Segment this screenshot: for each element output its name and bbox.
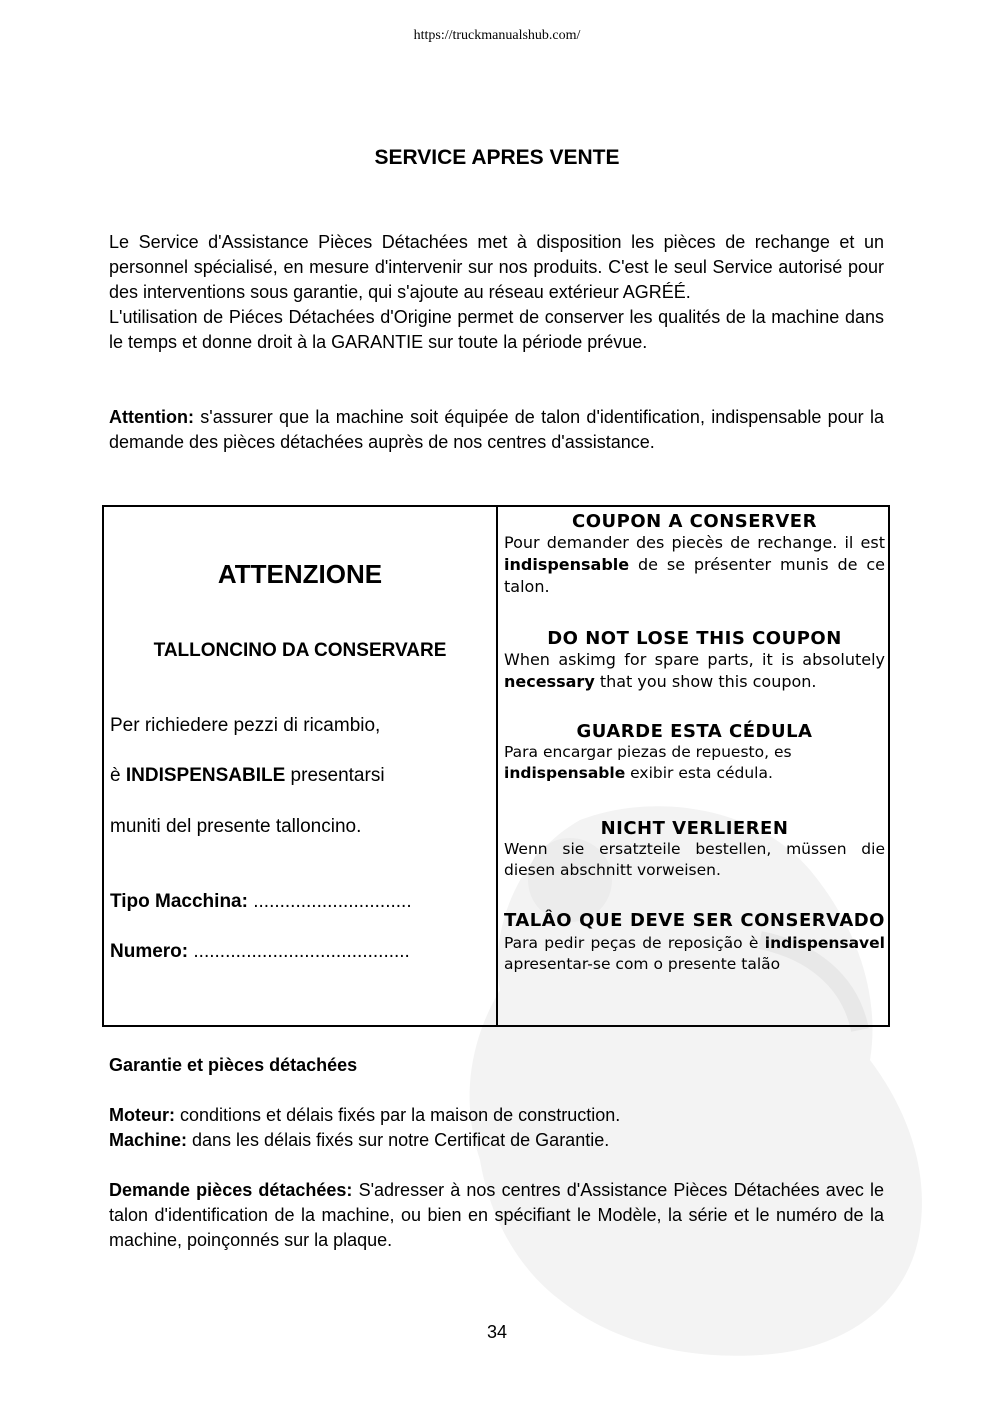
coupon-fr-text [504, 532, 885, 598]
left-line-2-post: presentarsi [285, 765, 385, 786]
coupon-pt-pre: Para pedir peças de reposição è [504, 934, 765, 952]
moteur-label: Moteur: [109, 1105, 175, 1125]
coupon-pt-post: apresentar-se com o presente talão [504, 955, 781, 973]
coupon-de-text: Wenn sie ersatzteile bestellen, müssen die diesen abschnitt vorweisen. [504, 840, 885, 879]
attention-label: Attention: [109, 407, 194, 427]
coupon-pt-heading: TALÂO QUE DEVE SER CONSERVADO [504, 910, 885, 931]
numero-field [110, 941, 410, 963]
machine-line [109, 1128, 884, 1153]
coupon-pt [504, 908, 885, 975]
attention-paragraph [109, 405, 884, 455]
left-line-2 [110, 765, 385, 787]
source-url[interactable]: https://truckmanualshub.com/ [413, 28, 581, 43]
intro-paragraph [109, 230, 884, 355]
warranty-heading: Garantie et pièces détachées [109, 1055, 358, 1075]
coupon-pt-bold: indispensavel [764, 934, 885, 952]
coupon-en-text [504, 649, 885, 693]
coupon-es-bold: indispensable [504, 764, 626, 782]
tipo-macchina-field [110, 891, 412, 913]
page-number: 34 [486, 1322, 508, 1342]
left-line-3: muniti del presente talloncino. [110, 816, 362, 837]
tipo-macchina-value: .............................. [247, 891, 412, 912]
coupon-en-post: that you show this coupon. [594, 672, 817, 691]
coupon-en [504, 628, 885, 693]
coupon-en-heading: DO NOT LOSE THIS COUPON [547, 628, 842, 649]
coupon-fr-post: de se présenter munis de ce talon. [504, 555, 885, 596]
attenzione-title: ATTENZIONE [217, 559, 383, 589]
demande-label: Demande pièces détachées: [109, 1180, 353, 1200]
demande-text: S'adresser à nos centres d'Assistance Pièces Détachées avec le talon d'identification de la machine, ou bien en spécifiant le Modèle, la série et le numéro de la machine, poinçonnés sur la plaque. [109, 1180, 884, 1250]
machine-label: Machine: [109, 1130, 188, 1150]
coupon-es-pre: Para encargar piezas de repuesto, es [504, 743, 792, 761]
numero-label: Numero: [110, 941, 189, 962]
coupon-pt-text [504, 933, 885, 975]
machine-text: dans les délais fixés sur notre Certificat de Garantie. [187, 1130, 610, 1150]
coupon-box [102, 505, 890, 1027]
coupon-fr-pre: Pour demander des piecès de rechange. il est [504, 533, 885, 552]
coupon-es [504, 721, 885, 784]
coupon-fr-bold: indispensable [504, 555, 630, 574]
coupon-fr [504, 511, 885, 598]
moteur-line [109, 1103, 884, 1128]
numero-value: ......................................... [188, 941, 410, 962]
coupon-es-post: exibir esta cédula. [625, 764, 773, 782]
coupon-de-heading: NICHT VERLIEREN [600, 818, 789, 839]
intro-p2: L'utilisation de Piéces Détachées d'Origine permet de conserver les qualités de la machine dans le temps et donne droit à la GARANTIE sur toute la période prévue. [109, 307, 884, 352]
left-line-2-pre: è [110, 765, 126, 786]
intro-p1: Le Service d'Assistance Pièces Détachées met à disposition les pièces de rechange et un personnel spécialisé, en mesure d'intervenir sur nos produits. C'est le seul Service autorisé pour des interventions sous garantie, qui s'ajoute au réseau extérieur AGRÉÉ. [109, 232, 884, 302]
page-title: SERVICE APRES VENTE [374, 146, 620, 169]
left-line-1: Per richiedere pezzi di ricambio, [110, 715, 381, 736]
left-line-2-bold: INDISPENSABILE [125, 765, 286, 786]
coupon-en-pre: When askimg for spare parts, it is absolutely [504, 650, 885, 669]
coupon-de [504, 818, 885, 881]
moteur-text: conditions et délais fixés par la maison de construction. [175, 1105, 621, 1125]
tipo-macchina-label: Tipo Macchina: [110, 891, 248, 912]
demande-paragraph [109, 1178, 884, 1253]
coupon-en-bold: necessary [504, 672, 595, 691]
coupon-es-text [504, 742, 885, 784]
coupon-divider [496, 507, 498, 1025]
attention-text: s'assurer que la machine soit équipée de talon d'identification, indispensable pour la demande des pièces détachées auprès de nos centres d'assistance. [109, 407, 884, 452]
coupon-es-heading: GUARDE ESTA CÉDULA [576, 721, 813, 742]
talloncino-subtitle: TALLONCINO DA CONSERVARE [153, 640, 447, 661]
coupon-fr-heading: COUPON A CONSERVER [572, 511, 817, 532]
